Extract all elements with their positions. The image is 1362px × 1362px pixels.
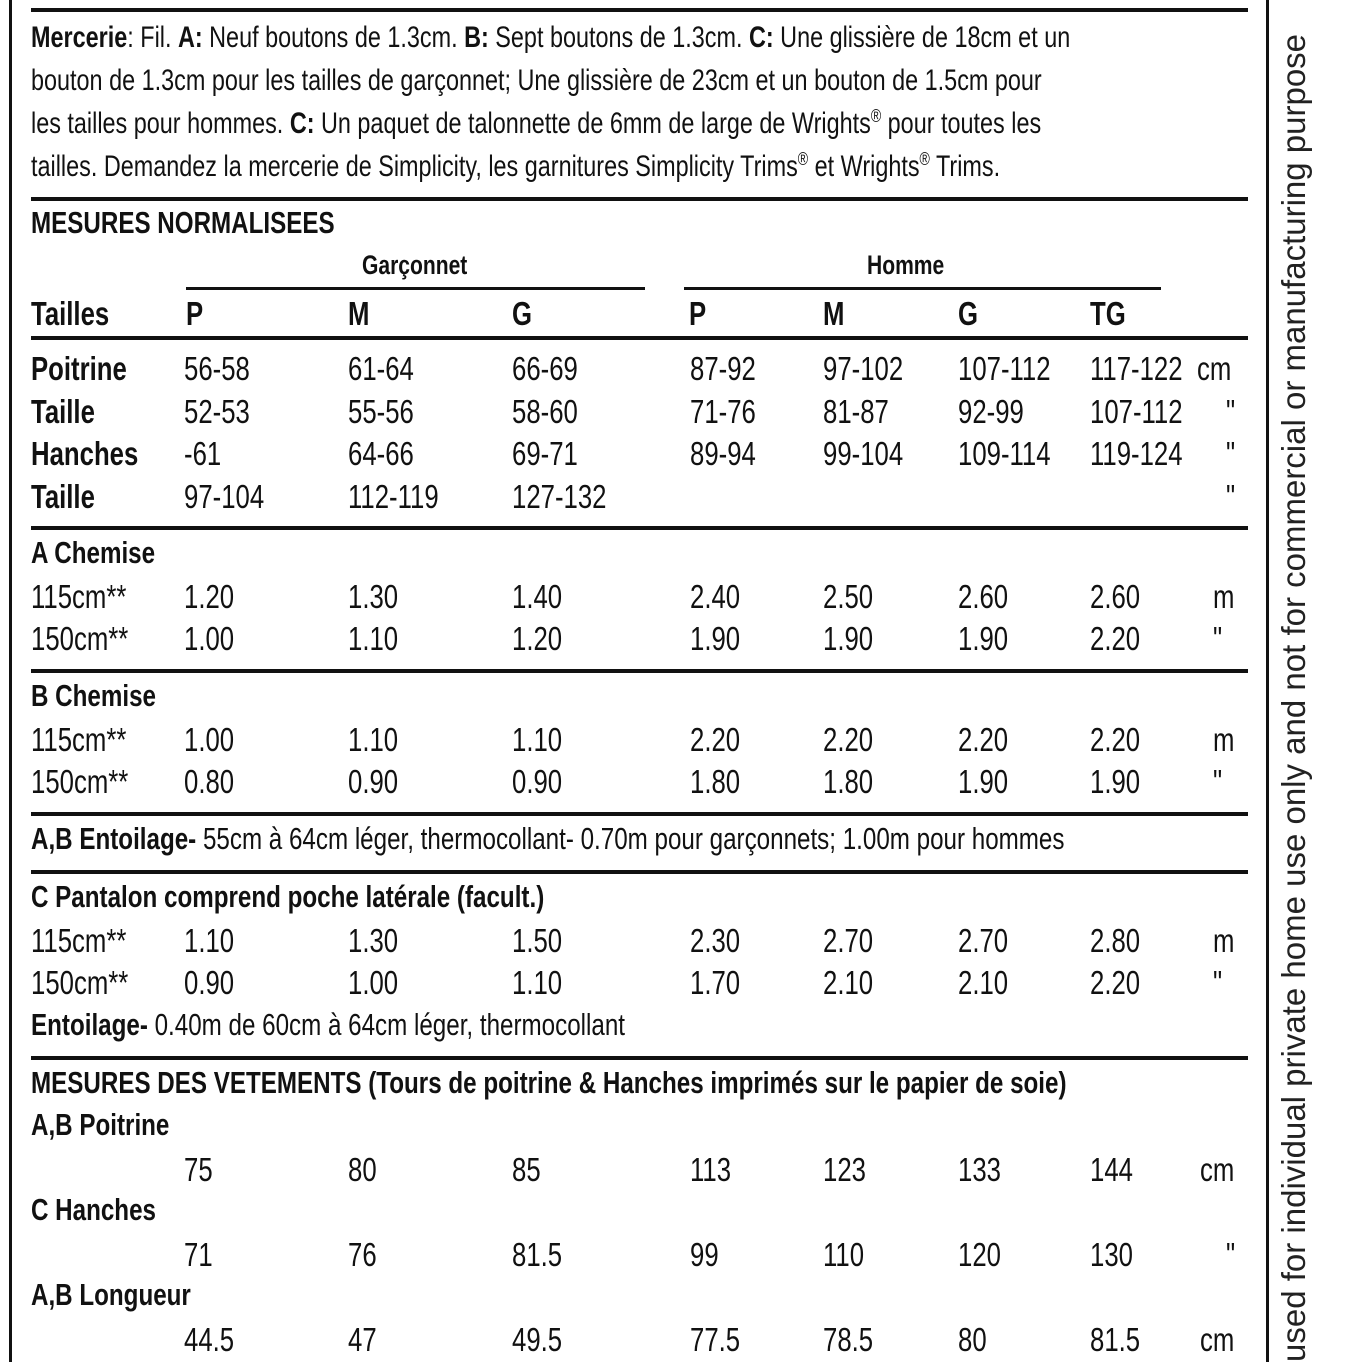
row-label: Hanches: [31, 435, 139, 472]
fabric-row: [0, 963, 1266, 1003]
row-label: 115cm**: [31, 922, 127, 959]
measurement-row: [0, 349, 1266, 389]
value-cell: 2.20: [958, 721, 1009, 758]
mercerie-line: [31, 145, 1248, 188]
value-cell: 117-122: [1090, 350, 1183, 387]
pantalon-title: C Pantalon comprend poche latérale (facult.): [31, 879, 545, 914]
mercerie-line: [31, 102, 1248, 145]
value-cell: 2.40: [690, 578, 741, 615]
garment-measure-label: A,B Longueur: [31, 1277, 191, 1312]
group-men-underline: [684, 287, 1161, 290]
unit-cell: ": [1226, 392, 1236, 430]
value-cell: 64-66: [348, 435, 414, 472]
fabric-row: [0, 577, 1266, 617]
value-cell: 2.60: [958, 578, 1009, 615]
unit-cell: ": [1226, 435, 1236, 472]
value-cell: 1.90: [958, 620, 1009, 657]
value-cell: 2.60: [1090, 578, 1141, 615]
value-cell: 77.5: [690, 1321, 741, 1358]
mercerie-text: bouton de 1.3cm pour les tailles de garçonnet; Une glissière de 23cm et un bouton de 1.5cm pour: [31, 64, 1042, 97]
fabric-row: [0, 720, 1266, 760]
row-label: 115cm**: [31, 578, 127, 615]
value-cell: 1.30: [348, 578, 399, 615]
garment-measure-label: C Hanches: [31, 1192, 156, 1227]
mercerie-bold-text: C:: [748, 21, 774, 54]
value-cell: 127-132: [512, 477, 607, 515]
value-cell: 49.5: [512, 1321, 563, 1358]
value-cell: 1.80: [823, 763, 874, 800]
chemise-a-title: A Chemise: [31, 535, 156, 570]
value-cell: 85: [512, 1151, 541, 1188]
value-cell: 2.20: [1090, 620, 1141, 657]
value-cell: 1.90: [823, 620, 874, 657]
value-cell: 1.80: [690, 763, 741, 800]
unit-cell: ": [1213, 620, 1223, 657]
value-cell: 2.50: [823, 578, 874, 615]
value-cell: 97-102: [823, 350, 904, 387]
mercerie-text: Sept boutons de 1.3cm.: [488, 21, 749, 54]
value-cell: 1.20: [184, 578, 235, 615]
size-header: P: [689, 295, 707, 332]
frame-right-border: [1266, 0, 1269, 1362]
divider: [31, 8, 1248, 12]
value-cell: 78.5: [823, 1321, 874, 1358]
value-cell: 99-104: [823, 435, 904, 472]
value-cell: 1.00: [184, 721, 235, 758]
garment-measure-row: [0, 1235, 1266, 1275]
value-cell: 1.10: [512, 964, 563, 1001]
side-note-text: used for individual private home use only and not for commercial or manufacturing purpose: [1275, 33, 1312, 1362]
unit-cell: cm: [1200, 1321, 1235, 1358]
value-cell: 2.70: [958, 922, 1009, 959]
value-cell: 107-112: [958, 350, 1051, 387]
value-cell: 44.5: [184, 1321, 235, 1358]
unit-cell: ": [1226, 477, 1236, 515]
entoilage-c: [31, 1008, 625, 1042]
chemise-b-title: B Chemise: [31, 678, 156, 713]
vetements-subtitle: (Tours de poitrine & Hanches imprimés sur le papier de soie): [361, 1065, 1067, 1100]
measurement-row: [0, 392, 1266, 432]
fabric-row: [0, 921, 1266, 961]
entoilage-c-text: 0.40m de 60cm à 64cm léger, thermocollant: [147, 1007, 626, 1042]
value-cell: 1.00: [348, 964, 399, 1001]
value-cell: 89-94: [690, 435, 756, 472]
side-note: [1272, 0, 1318, 1362]
mercerie-line: [31, 59, 1248, 102]
unit-cell: ": [1226, 1236, 1236, 1273]
unit-cell: ": [1213, 763, 1223, 800]
mercerie-text: pour toutes les: [881, 107, 1042, 140]
mercerie-text: Une glissière de 18cm et un: [773, 21, 1071, 54]
value-cell: 0.90: [348, 763, 399, 800]
value-cell: 69-71: [512, 435, 578, 472]
divider: [31, 812, 1248, 816]
value-cell: 87-92: [690, 350, 756, 387]
mercerie-text: Un paquet de talonnette de 6mm de large de Wrights: [314, 107, 871, 140]
mercerie-text: et Wrights: [808, 150, 920, 183]
unit-cell: cm: [1197, 350, 1232, 387]
registered-mark: ®: [870, 106, 882, 126]
divider: [31, 669, 1248, 673]
unit-cell: ": [1213, 964, 1223, 1001]
value-cell: 81-87: [823, 392, 889, 430]
value-cell: 1.10: [184, 922, 235, 959]
value-cell: -61: [184, 435, 222, 472]
row-label: 150cm**: [31, 620, 129, 657]
measurement-row: [0, 477, 1266, 517]
garment-measure-row: [0, 1150, 1266, 1190]
value-cell: 1.90: [1090, 763, 1141, 800]
value-cell: 144: [1090, 1151, 1133, 1188]
value-cell: 2.20: [823, 721, 874, 758]
registered-mark: ®: [919, 149, 930, 169]
row-label: 150cm**: [31, 763, 129, 800]
size-header: G: [958, 295, 979, 332]
value-cell: 61-64: [348, 350, 414, 387]
row-label: 150cm**: [31, 964, 129, 1001]
unit-cell: m: [1213, 721, 1235, 758]
value-cell: 71-76: [690, 392, 756, 430]
entoilage-ab: [31, 822, 1064, 856]
mercerie-text: Neuf boutons de 1.3cm.: [202, 21, 465, 54]
entoilage-ab-label: A,B Entoilage-: [31, 821, 197, 856]
value-cell: 1.90: [958, 763, 1009, 800]
vetements-title: MESURES DES VETEMENTS: [31, 1065, 362, 1100]
value-cell: 99: [690, 1236, 719, 1273]
value-cell: 1.90: [690, 620, 741, 657]
value-cell: 76: [348, 1236, 377, 1273]
fabric-row: [0, 762, 1266, 802]
value-cell: 1.30: [348, 922, 399, 959]
unit-cell: m: [1213, 578, 1235, 615]
value-cell: 81.5: [512, 1236, 563, 1273]
value-cell: 1.10: [348, 620, 399, 657]
divider: [31, 870, 1248, 874]
mercerie-bold-text: Mercerie: [31, 21, 128, 54]
size-header: M: [823, 295, 845, 332]
size-header: G: [512, 295, 533, 332]
value-cell: 81.5: [1090, 1321, 1141, 1358]
value-cell: 0.80: [184, 763, 235, 800]
value-cell: 1.00: [184, 620, 235, 657]
divider: [31, 526, 1248, 530]
value-cell: 58-60: [512, 392, 578, 430]
divider: [31, 1056, 1248, 1060]
value-cell: 2.80: [1090, 922, 1141, 959]
size-header: M: [348, 295, 370, 332]
value-cell: 123: [823, 1151, 866, 1188]
value-cell: 2.20: [690, 721, 741, 758]
garment-measure-label: A,B Poitrine: [31, 1107, 170, 1142]
mercerie-bold-text: A:: [177, 21, 203, 54]
size-header: TG: [1090, 295, 1126, 332]
value-cell: 110: [823, 1236, 865, 1273]
value-cell: 120: [958, 1236, 1001, 1273]
vetements-heading: [31, 1066, 1067, 1100]
sizes-label: Tailles: [31, 295, 110, 332]
value-cell: 92-99: [958, 392, 1024, 430]
unit-cell: cm: [1200, 1151, 1235, 1188]
value-cell: 2.20: [1090, 721, 1141, 758]
value-cell: 1.50: [512, 922, 563, 959]
value-cell: 133: [958, 1151, 1001, 1188]
row-label: Taille: [31, 392, 95, 430]
mercerie-text: Trims.: [929, 150, 1001, 183]
row-label: 115cm**: [31, 721, 127, 758]
mercerie-text: les tailles pour hommes.: [31, 107, 290, 140]
value-cell: 56-58: [184, 350, 250, 387]
value-cell: 97-104: [184, 477, 265, 515]
value-cell: 71: [184, 1236, 213, 1273]
sizes-header-row: [0, 294, 1266, 334]
value-cell: 2.10: [823, 964, 874, 1001]
value-cell: 1.70: [690, 964, 741, 1001]
row-label: Taille: [31, 477, 95, 515]
value-cell: 2.20: [1090, 964, 1141, 1001]
value-cell: 107-112: [1090, 392, 1183, 430]
value-cell: 75: [184, 1151, 213, 1188]
entoilage-c-label: Entoilage-: [31, 1007, 148, 1042]
mercerie-bold-text: B:: [464, 21, 489, 54]
value-cell: 2.10: [958, 964, 1009, 1001]
row-label: Poitrine: [31, 350, 127, 387]
divider: [31, 197, 1248, 201]
measurement-row: [0, 434, 1266, 474]
value-cell: 119-124: [1090, 435, 1183, 472]
group-boys-underline: [186, 287, 645, 290]
value-cell: 55-56: [348, 392, 414, 430]
garment-measure-row: [0, 1320, 1266, 1360]
value-cell: 1.10: [348, 721, 399, 758]
divider: [31, 336, 1248, 340]
value-cell: 109-114: [958, 435, 1051, 472]
value-cell: 1.10: [512, 721, 563, 758]
unit-cell: m: [1213, 922, 1235, 959]
mercerie-text: tailles. Demandez la mercerie de Simplicity, les garnitures Simplicity Trims: [31, 150, 798, 183]
mercerie-bold-text: C:: [289, 107, 315, 140]
group-men-label: Homme: [867, 250, 945, 280]
mesures-title: MESURES NORMALISEES: [31, 205, 335, 240]
mercerie-line: [31, 16, 1248, 59]
mercerie-paragraph: [31, 16, 1248, 188]
value-cell: 47: [348, 1321, 377, 1358]
fabric-row: [0, 619, 1266, 659]
value-cell: 66-69: [512, 350, 578, 387]
value-cell: 80: [348, 1151, 377, 1188]
entoilage-ab-text: 55cm à 64cm léger, thermocollant- 0.70m pour garçonnets; 1.00m pour hommes: [196, 821, 1065, 856]
value-cell: 0.90: [184, 964, 235, 1001]
mercerie-text: : Fil.: [127, 21, 178, 54]
value-cell: 80: [958, 1321, 987, 1358]
registered-mark: ®: [797, 149, 809, 169]
value-cell: 2.30: [690, 922, 741, 959]
size-header: P: [186, 295, 204, 332]
value-cell: 113: [690, 1151, 732, 1188]
value-cell: 112-119: [348, 477, 439, 515]
value-cell: 2.70: [823, 922, 874, 959]
value-cell: 1.40: [512, 578, 563, 615]
value-cell: 52-53: [184, 392, 250, 430]
value-cell: 1.20: [512, 620, 563, 657]
group-boys-label: Garçonnet: [362, 250, 468, 280]
value-cell: 0.90: [512, 763, 563, 800]
value-cell: 130: [1090, 1236, 1133, 1273]
